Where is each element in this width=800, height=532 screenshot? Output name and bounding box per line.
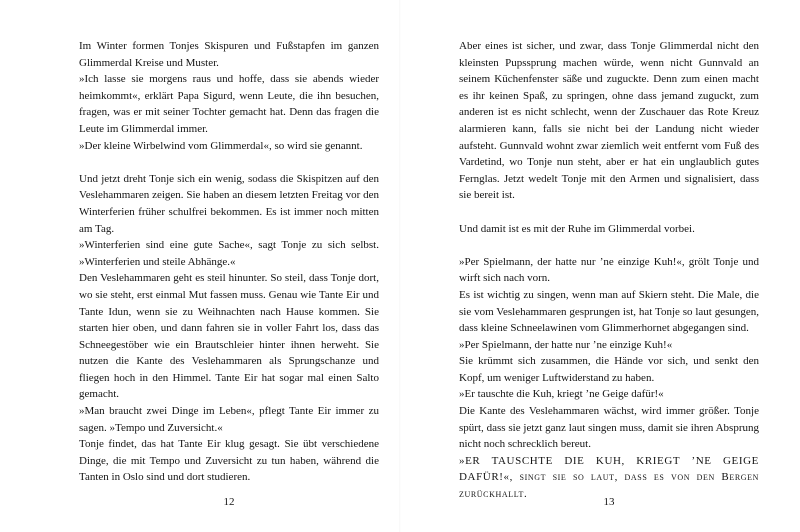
page-number-left: 12 [223,496,235,508]
paragraph: »Winterferien sind eine gute Sache«, sagt Tonje zu sich selbst. »Winterferien und steile Abhänge.« [79,239,379,268]
paragraph: »Man braucht zwei Dinge im Leben«, pflegt Tante Eir immer zu sagen. »Tempo und Zuversicht.« [79,405,379,434]
paragraph: »Der kleine Wirbelwind vom Glimmerdal«, so wird sie genannt. [79,139,363,152]
paragraph: Und jetzt dreht Tonje sich ein wenig, sodass die Skispitzen auf den Veslehammaren zeigen. Sie haben an diesem letzten Freitag vor den Winterferien früher schulfrei bekommen. Es ist immer noch mitten am Tag. [79,172,379,235]
paragraph: »Per Spielmann, der hatte nur ’ne einzige Kuh!«, grölt Tonje und wirft sich nach vorn. [459,255,759,285]
paragraph: »Ich lasse sie morgens raus und hoffe, dass sie abends wieder heimkommt«, erklärt Papa Sigurd, wenn Leute, die ihn besuchen, fragen, was er mit seiner Tochter gemacht hat. Denn das fragen die Leute im Glimmerdal immer. [79,73,379,135]
right-page-text [459,38,759,503]
left-page-text [79,38,379,486]
right-page [459,38,759,508]
paragraph: Es ist wichtig zu singen, wenn man auf Skiern steht. Die Male, die sie vom Veslehammaren gesprungen ist, hat Tonje so laut gesungen, dass kleine Schneelawinen vom Glimmerhornet abgegangen sind. [459,288,759,335]
paragraph: Und damit ist es mit der Ruhe im Glimmerdal vorbei. [459,222,695,235]
paragraph: »ER TAUSCHTE DIE KUH, KRIEGT ’NE GEIGE DAFÜR!«, singt sie so laut, dass es von den Bergen zurückhallt. [459,454,759,501]
paragraph: Den Veslehammaren geht es steil hinunter. So steil, dass Tonje dort, wo sie steht, erst einmal Mut fassen muss. Genau wie Tante Eir und Tante Idun, wenn sie zu Weihnachten nach Hause kommen. Sie starten hier oben, und dann fahren sie in voller Fahrt los, dass das Schneegestöber wie ein Brautschleier hinter ihnen herweht. Sie nutzen die Kante des Veslehammaren als Sprungschanze und fliegen hoch in den Himmel. Tante Eir hat sogar mal einen Salto gemacht. [79,272,379,401]
paragraph: »Er tauschte die Kuh, kriegt ’ne Geige dafür!« [459,388,664,401]
paragraph: »Per Spielmann, der hatte nur ’ne einzige Kuh!« [459,338,673,351]
paragraph: Sie krümmt sich zusammen, die Hände vor sich, und senkt den Kopf, um weniger Luftwiderstand zu haben. [459,355,759,384]
paragraph: Die Kante des Veslehammaren wächst, wird immer größer. Tonje spürt, dass sie jetzt ganz laut singen muss, damit sie ihren Absprung nicht noch schrecklich bereut. [459,405,759,451]
left-page [79,38,379,508]
book-gutter [399,0,401,532]
paragraph: Aber eines ist sicher, und zwar, dass Tonje Glimmerdal nicht den kleinsten Pupssprung machen würde, wenn nicht Gunnvald an seinem Küchenfenster säße und zugucktе. Denn zum einen macht es ihr keinen Spaß, zu springen, ohne dass jemand zuguckt, zum anderen ist es nicht schlecht, wenn der Zuschauer das Rote Kreuz alarmieren kann, falls sie nicht bei der Landung nicht wieder aufsteht. Gunnvald wohnt zwar ziemlich weit entfernt vom Fuß des Vardetind, wo Tonje nun steht, aber er hat ein unglaublich gutes Fernglas. Jetzt wedelt Tonje mit den Armen und signalisiert, dass sie bereit ist. [459,40,759,202]
paragraph: Tonje findet, das hat Tante Eir klug gesagt. Sie übt verschiedene Dinge, die mit Tempo und Zuversicht zu tun haben, während die Tanten in Oslo sind und dort studieren. [79,438,379,484]
paragraph: Im Winter formen Tonjes Skispuren und Fußstapfen im ganzen Glimmerdal Kreise und Muster. [79,40,379,69]
page-number-right: 13 [603,496,615,508]
